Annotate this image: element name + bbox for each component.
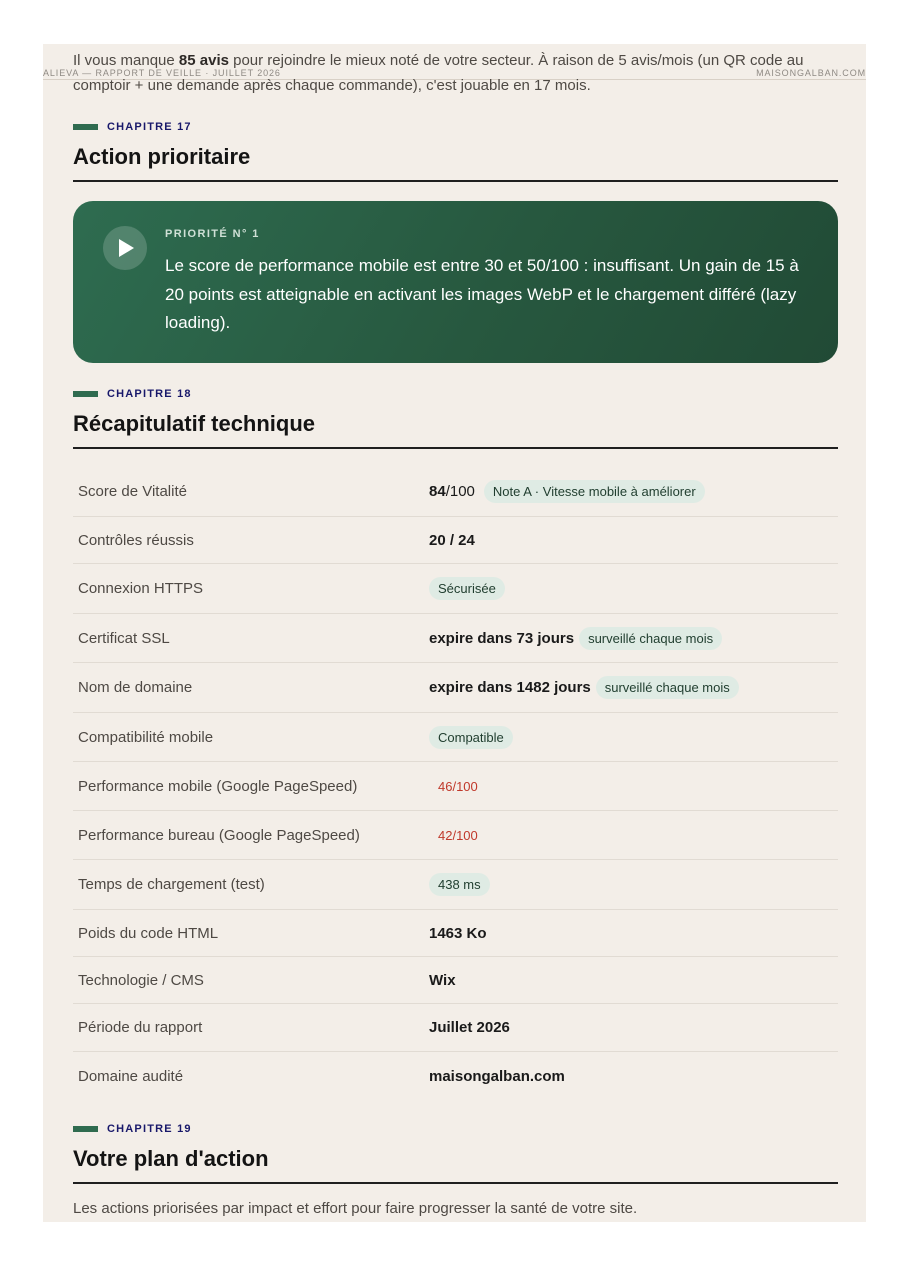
vitality-score-max: /100	[445, 483, 475, 500]
row-value: Wix	[429, 971, 456, 989]
row-label: Performance mobile (Google PageSpeed)	[78, 777, 358, 795]
row-value	[429, 860, 490, 909]
status-badge: surveillé chaque mois	[596, 676, 739, 699]
row-value: 20 / 24	[429, 531, 475, 549]
play-icon	[103, 226, 147, 270]
chapter-tag-bar	[73, 1126, 98, 1132]
status-badge: surveillé chaque mois	[579, 627, 722, 650]
row-label: Score de Vitalité	[78, 483, 187, 500]
chapter-19-title: Votre plan d'action	[73, 1146, 838, 1184]
row-label: Compatibilité mobile	[78, 728, 214, 746]
row-value	[429, 713, 513, 761]
chapter-18-title: Récapitulatif technique	[73, 411, 838, 449]
table-row	[73, 1004, 838, 1052]
status-badge: Compatible	[429, 726, 513, 749]
intro-text-before: Il vous manque	[73, 52, 179, 69]
row-label: Certificat SSL	[78, 629, 170, 647]
row-value: Juillet 2026	[429, 1019, 510, 1036]
row-label: Performance bureau (Google PageSpeed)	[78, 826, 360, 844]
row-label: Domaine audité	[78, 1067, 184, 1085]
row-label: Nom de domaine	[78, 679, 193, 696]
status-badge: Sécurisée	[429, 577, 505, 600]
technical-summary-table	[73, 467, 838, 1100]
priority-kicker: PRIORITÉ N° 1	[165, 228, 260, 240]
intro-missing-reviews: 85 avis	[178, 52, 229, 69]
row-value	[429, 811, 487, 859]
status-badge: 438 ms	[429, 873, 490, 896]
row-value: 1463 Ko	[429, 924, 487, 942]
status-badge: Note A · Vitesse mobile à améliorer	[484, 480, 705, 503]
table-row	[73, 517, 838, 564]
running-header-right: MAISONGALBAN.COM	[756, 68, 866, 78]
table-row	[73, 811, 838, 860]
running-header-left: ALIEVA — RAPPORT DE VEILLE · JUILLET 2026	[43, 68, 281, 78]
chapter-17-label: CHAPITRE 17	[107, 121, 192, 133]
priority-card	[73, 201, 838, 363]
chapter-tag-bar	[73, 391, 98, 397]
report-page	[43, 44, 866, 1222]
table-row	[73, 663, 838, 713]
table-row	[73, 467, 838, 517]
chapter-17-title: Action prioritaire	[73, 144, 838, 182]
row-label: Contrôles réussis	[78, 531, 194, 549]
row-label: Poids du code HTML	[78, 924, 219, 942]
action-plan-intro: Les actions priorisées par impact et effort pour faire progresser la santé de votre site.	[73, 1200, 638, 1217]
row-value	[429, 614, 722, 662]
chapter-tag-bar	[73, 124, 98, 130]
table-row	[73, 713, 838, 762]
table-row	[73, 762, 838, 811]
intro-text-after: pour rejoindre le mieux noté de votre secteur. À raison de 5 avis/mois (un QR code au comptoir + une demande après chaque commande), c'est jouable en 17 mois.	[73, 52, 804, 94]
row-label: Connexion HTTPS	[78, 580, 204, 597]
status-badge: 46/100	[438, 778, 478, 794]
row-label: Technologie / CMS	[78, 971, 204, 989]
table-row	[73, 614, 838, 663]
vitality-score: 84	[429, 483, 446, 500]
row-value	[429, 762, 487, 810]
table-row	[73, 957, 838, 1004]
status-badge: 42/100	[438, 827, 478, 843]
chapter-19-label: CHAPITRE 19	[107, 1123, 192, 1135]
row-label: Période du rapport	[78, 1019, 203, 1036]
row-value	[429, 564, 505, 613]
chapter-18-label: CHAPITRE 18	[107, 388, 192, 400]
table-row	[73, 1052, 838, 1100]
row-value: maisongalban.com	[429, 1067, 565, 1085]
table-row	[73, 860, 838, 910]
row-value	[429, 663, 739, 712]
table-row	[73, 910, 838, 957]
row-value	[429, 467, 705, 516]
priority-text: Le score de performance mobile est entre 30 et 50/100 : insuffisant. Un gain de 15 à 20 points est atteignable en activant les images WebP et le chargement différé (lazy loading).	[165, 256, 799, 332]
ssl-expiry: expire dans 73 jours	[429, 629, 575, 647]
table-row	[73, 564, 838, 614]
reviews-intro-paragraph	[73, 48, 838, 98]
domain-expiry: expire dans 1482 jours	[429, 679, 591, 696]
row-label: Temps de chargement (test)	[78, 876, 265, 893]
